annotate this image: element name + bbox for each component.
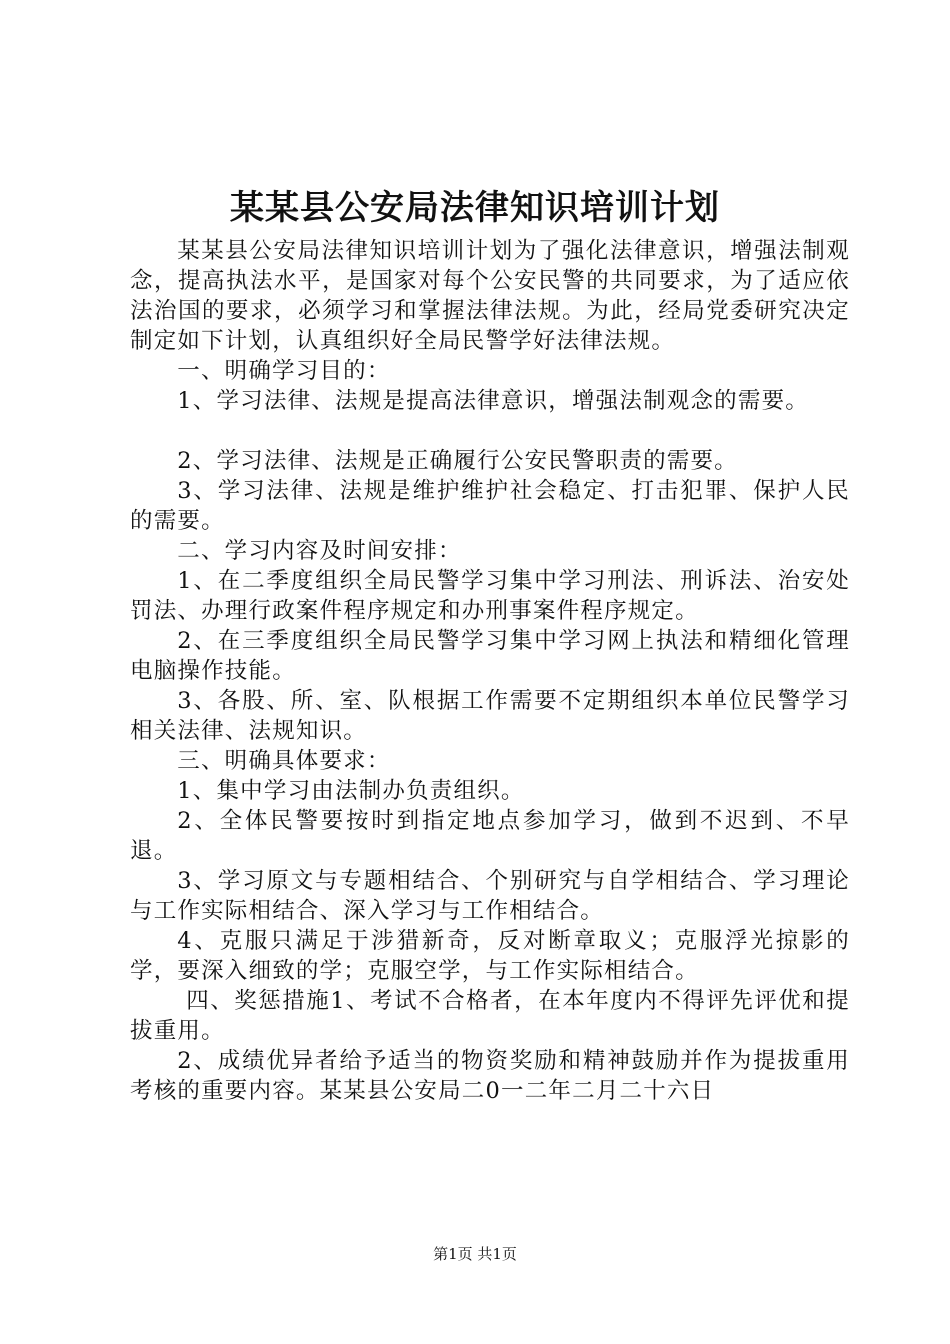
section-heading: 一、明确学习目的：	[177, 358, 391, 384]
list-item: 2、全体民警要按时到指定地点参加学习，做到不迟到、不早退。	[130, 808, 850, 864]
list-item: 1、集中学习由法制办负责组织。	[177, 778, 525, 804]
list-item: 4、克服只满足于涉猎新奇，反对断章取义；克服浮光掠影的学，要深入细致的学；克服空学，与工作实际相结合。	[130, 928, 850, 984]
page-number: 第1页 共1页	[433, 1245, 517, 1263]
list-item: 1、在二季度组织全局民警学习集中学习刑法、刑诉法、治安处罚法、办理行政案件程序规定和办刑事案件程序规定。	[130, 568, 850, 624]
list-item: 2、在三季度组织全局民警学习集中学习网上执法和精细化管理电脑操作技能。	[130, 628, 850, 684]
closing-paragraph: 2、成绩优异者给予适当的物资奖励和精神鼓励并作为提拔重用考核的重要内容。某某县公安局二0一二年二月二十六日	[130, 1048, 850, 1104]
list-item: 2、学习法律、法规是正确履行公安民警职责的需要。	[177, 448, 738, 474]
intro-paragraph: 某某县公安局法律知识培训计划为了强化法律意识，增强法制观念，提高执法水平，是国家对每个公安民警的共同要求，为了适应依法治国的要求，必须学习和掌握法律法规。为此，经局党委研究决定制定如下计划，认真组织好全局民警学好法律法规。	[130, 238, 850, 354]
list-item: 3、各股、所、室、队根据工作需要不定期组织本单位民警学习相关法律、法规知识。	[130, 688, 850, 744]
list-item: 3、学习原文与专题相结合、个别研究与自学相结合、学习理论与工作实际相结合、深入学习与工作相结合。	[130, 868, 850, 924]
list-item: 3、学习法律、法规是维护维护社会稳定、打击犯罪、保护人民的需要。	[130, 478, 850, 534]
section-heading: 四、奖惩措施1、考试不合格者，在本年度内不得评先评优和提拔重用。	[130, 988, 850, 1044]
document-body	[130, 236, 850, 1106]
document-title: 某某县公安局法律知识培训计划	[230, 188, 720, 228]
section-heading: 二、学习内容及时间安排：	[177, 538, 462, 564]
list-item: 1、学习法律、法规是提高法律意识，增强法制观念的需要。	[177, 388, 809, 414]
section-heading: 三、明确具体要求：	[177, 748, 391, 774]
